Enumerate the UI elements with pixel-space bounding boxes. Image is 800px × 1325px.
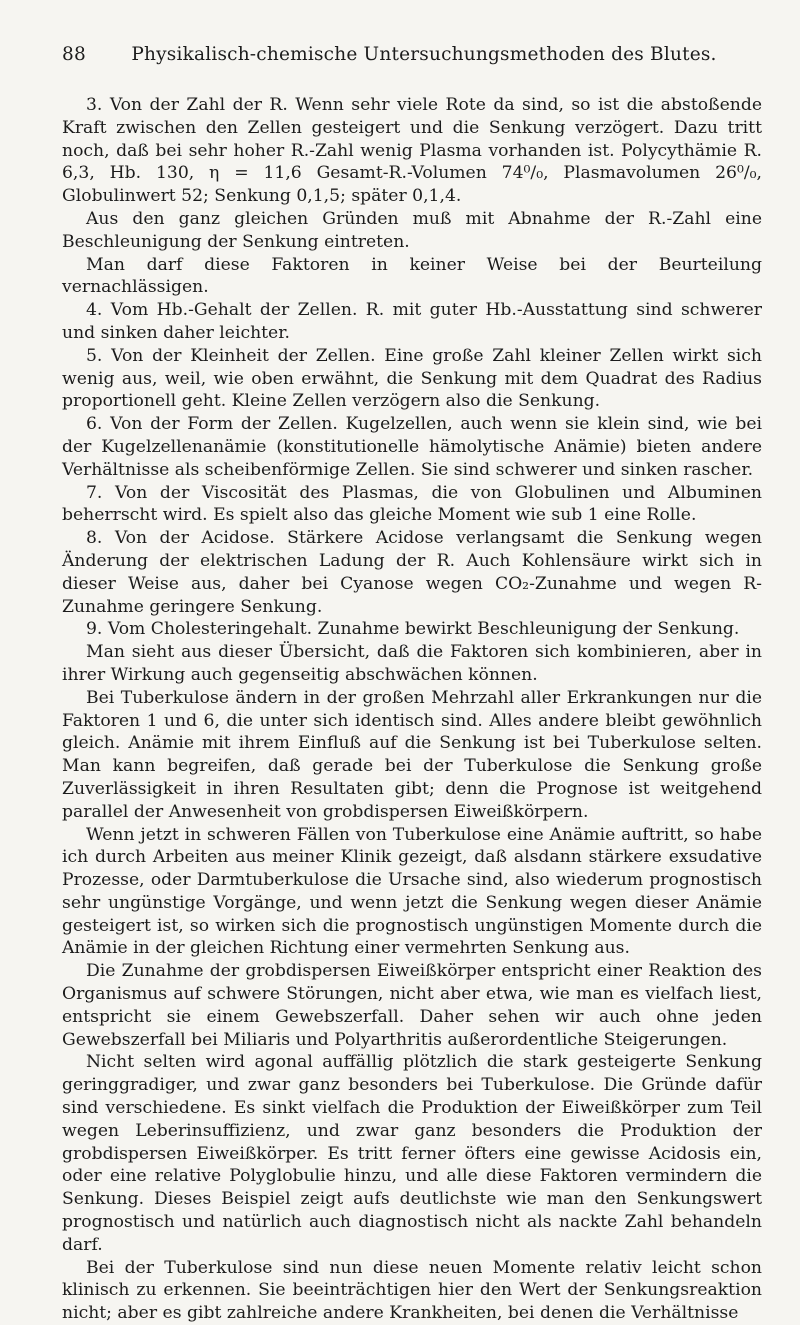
paragraph-cholesterin: 9. Vom Cholesteringehalt. Zunahme bewirkt Beschleunigung der Senkung.	[86, 619, 740, 640]
page-number: 88	[62, 44, 86, 65]
paragraph-klinisch: Bei der Tuberkulose sind nun diese neuen Momente relativ leicht schon klinisch zu erkennen. Sie beeinträchtigen hier den Wert der Senkungsreaktion nicht; aber es gibt zahlreiche andere Krankheiten, bei denen die Verhältnisse	[62, 1257, 762, 1324]
paragraph-viscositaet: 7. Von der Viscosität des Plasmas, die von Globulinen und Albuminen beherrscht wird. Es spielt also das gleiche Moment wie sub 1 eine Rolle.	[62, 482, 762, 526]
paragraph-eiweisskoerper: Die Zunahme der grobdispersen Eiweißkörper entspricht einer Reaktion des Organismus auf schwere Störungen, nicht aber etwa, wie man es vielfach liest, entspricht sie einem Gewebszerfall. Daher sehen wir auch ohne jeden Gewebszerfall bei Miliaris und Polyarthritis außerordentliche Steigerungen.	[62, 961, 762, 1050]
page-header	[62, 44, 762, 74]
paragraph-faktoren: Man darf diese Faktoren in keiner Weise bei der Beurteilung vernachlässigen.	[62, 254, 762, 298]
paragraph-tuberkulose: Bei Tuberkulose ändern in der großen Mehrzahl aller Erkrankungen nur die Faktoren 1 und 6, die unter sich identisch sind. Alles andere bleibt gewöhnlich gleich. Anämie mit ihrem Einfluß auf die Senkung ist bei Tuberkulose selten. Man kann begreifen, daß gerade bei der Tuberkulose die Senkung große Zuverlässigkeit in ihren Resultaten gibt; denn die Prognose ist weitgehend parallel der Anwesenheit von grobdispersen Eiweißkörpern.	[62, 687, 762, 822]
paragraph-hb-gehalt: 4. Vom Hb.-Gehalt der Zellen. R. mit guter Hb.-Ausstattung sind schwerer und sinken daher leichter.	[62, 300, 762, 343]
paragraph-agonal: Nicht selten wird agonal auffällig plötzlich die stark gesteigerte Senkung geringgradiger, und zwar ganz besonders bei Tuberkulose. Die Gründe dafür sind verschiedene. Es sinkt vielfach die Produktion der Eiweißkörper zum Teil wegen Leberinsuffizienz, und zwar ganz besonders die Produktion der grobdispersen Eiweißkörper. Es tritt ferner öfters eine gewisse Acidosis ein, oder eine relative Polyglobulie hinzu, und alle diese Faktoren vermindern die Senkung. Dieses Beispiel zeigt aufs deutlichste wie man den Senkungswert prognostisch und natürlich auch diagnostisch nicht als nackte Zahl behandeln darf.	[62, 1052, 762, 1255]
paragraph-form: 6. Von der Form der Zellen. Kugelzellen, auch wenn sie klein sind, wie bei der Kugelzellenanämie (konstitutionelle hämolytische Anämie) bieten andere Verhältnisse als scheibenförmige Zellen. Sie sind schwerer und sinken rascher.	[62, 414, 762, 480]
paragraph-uebersicht: Man sieht aus dieser Übersicht, daß die Faktoren sich kombinieren, aber in ihrer Wirkung auch gegenseitig abschwächen können.	[62, 642, 762, 685]
running-title: Physikalisch-chemische Untersuchungsmethoden des Blutes.	[131, 44, 717, 65]
paragraph-kleinheit: 5. Von der Kleinheit der Zellen. Eine große Zahl kleiner Zellen wirkt sich wenig aus, weil, wie oben erwähnt, die Senkung mit dem Quadrat des Radius proportionell geht. Kleine Zellen verzögern also die Senkung.	[62, 345, 762, 412]
paragraph-zahl-der-r: 3. Von der Zahl der R. Wenn sehr viele Rote da sind, so ist die abstoßende Kraft zwischen den Zellen gesteigert und die Senkung verzögert. Dazu tritt noch, daß bei sehr hoher R.-Zahl wenig Plasma vorhanden ist. Polycythämie R. 6,3, Hb. 130, η = 11,6 Gesamt-R.-Volumen 74⁰/₀, Plasmavolumen 26⁰/₀, Globulinwert 52; Senkung 0,1,5; später 0,1,4.	[62, 95, 762, 207]
paragraph-acidose: 8. Von der Acidose. Stärkere Acidose verlangsamt die Senkung wegen Änderung der elektrischen Ladung der R. Auch Kohlensäure wirkt sich in dieser Weise aus, daher bei Cyanose wegen CO₂-Zunahme und wegen R-Zunahme geringere Senkung.	[62, 528, 762, 617]
document-page	[62, 44, 762, 1325]
body-text	[62, 94, 762, 1325]
paragraph-abnahme-r-zahl: Aus den ganz gleichen Gründen muß mit Abnahme der R.-Zahl eine Beschleunigung der Senkung eintreten.	[62, 208, 762, 252]
paragraph-anaemie: Wenn jetzt in schweren Fällen von Tuberkulose eine Anämie auftritt, so habe ich durch Arbeiten aus meiner Klinik gezeigt, daß alsdann stärkere exsudative Prozesse, oder Darmtuberkulose die Ursache sind, also wiederum prognostisch sehr ungünstige Vorgänge, und wenn jetzt die Senkung wegen dieser Anämie gesteigert ist, so wirken sich die prognostisch ungünstigen Momente durch die Anämie in der gleichen Richtung einer vermehrten Senkung aus.	[62, 824, 762, 959]
